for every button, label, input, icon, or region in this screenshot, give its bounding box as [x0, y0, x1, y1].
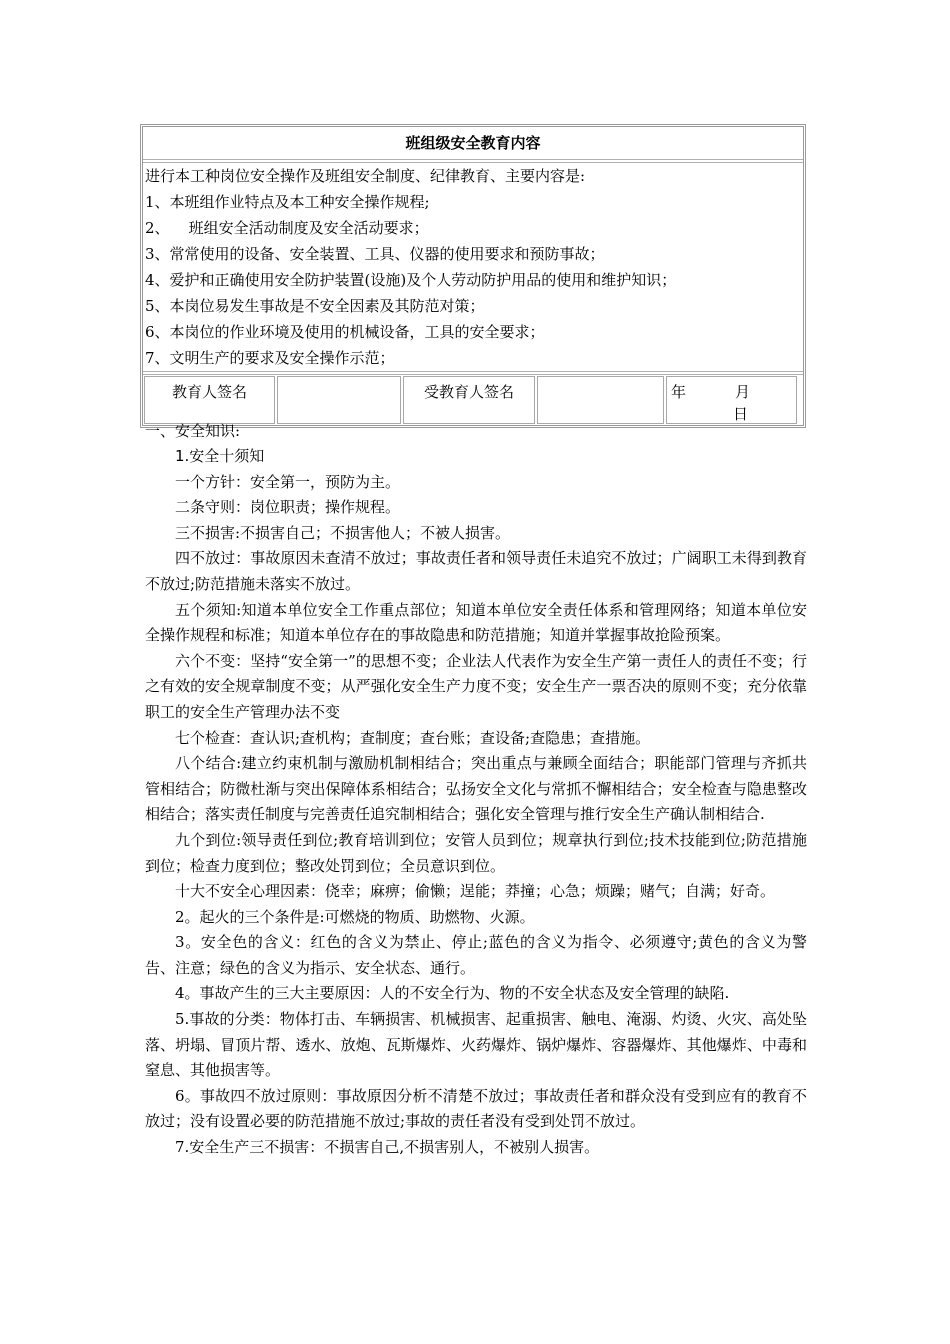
paragraph: 6。事故四不放过原则：事故原因分析不清楚不放过；事故责任者和群众没有受到应有的教育不放过；没有设置必要的防范措施不放过;事故的责任者没有受到处罚不放过。 [145, 1086, 807, 1131]
education-table [140, 124, 806, 428]
content-line: 进行本工种岗位安全操作及班组安全制度、纪律教育、主要内容是: [145, 167, 586, 185]
paragraph: 七个检查：查认识;查机构；查制度；查台账；查设备;查隐患；查措施。 [175, 728, 651, 747]
paragraph: 五个须知:知道本单位安全工作重点部位；知道本单位安全责任体系和管理网络；知道本单位安全操作规程和标准；知道本单位存在的事故隐患和防范措施；知道并掌握事故抢险预案。 [145, 600, 807, 645]
educator-label: 教育人签名 [144, 376, 275, 424]
trainee-signature-field[interactable] [537, 376, 664, 424]
table-title: 班组级安全教育内容 [143, 127, 803, 163]
safety-knowledge-section [145, 418, 807, 1161]
content-line: 6、本岗位的作业环境及使用的机械设备，工具的安全要求； [145, 323, 545, 341]
paragraph: 六个不变：坚持“安全第一”的思想不变；企业法人代表作为安全生产第一责任人的责任不变；行之有效的安全规章制度不变；从严强化安全生产力度不变；安全生产一票否决的原则不变；充分依靠职工的安全生产管理办法不变 [145, 651, 807, 721]
paragraph: 3。安全色的含义：红色的含义为禁止、停止;蓝色的含义为指令、必须遵守;黄色的含义为警告、注意；绿色的含义为指示、安全状态、通行。 [145, 933, 807, 977]
paragraph: 三不损害:不损害自己；不损害他人；不被人损害。 [175, 523, 511, 542]
content-line: 2、 班组安全活动制度及安全活动要求； [145, 219, 429, 237]
content-line: 5、本岗位易发生事故是不安全因素及其防范对策； [145, 297, 485, 315]
table-content [143, 163, 803, 375]
paragraph: 十大不安全心理因素：侥幸；麻痹；偷懒；逞能；莽撞；心急；烦躁；赌气；自满；好奇。 [175, 882, 776, 901]
paragraph: 二条守则：岗位职责；操作规程。 [175, 498, 401, 517]
section-heading: 一、安全知识: [145, 422, 241, 440]
date-day-label: 日 [733, 405, 749, 423]
paragraph: 九个到位:领导责任到位;教育培训到位；安管人员到位；规章执行到位;技术技能到位;防范措施到位；检查力度到位；整改处罚到位；全员意识到位。 [145, 830, 807, 875]
paragraph: 四不放过：事故原因未查清不放过；事故责任者和领导责任未追究不放过；广阔职工未得到教育不放过;防范措施未落实不放过。 [145, 549, 807, 593]
paragraph: 2。起火的三个条件是:可燃烧的物质、助燃物、火源。 [175, 907, 535, 926]
content-line: 7、文明生产的要求及安全操作示范； [145, 349, 395, 367]
paragraph: 一个方针：安全第一，预防为主。 [175, 472, 401, 491]
date-year-label: 年 [671, 383, 687, 401]
trainee-label: 受教育人签名 [403, 376, 535, 424]
educator-signature-field[interactable] [277, 376, 401, 424]
paragraph: 1.安全十须知 [175, 447, 265, 465]
paragraph: 5.事故的分类：物体打击、车辆损害、机械损害、起重损害、触电、淹溺、灼烫、火灾、高处坠落、坍塌、冒顶片帮、透水、放炮、瓦斯爆炸、火药爆炸、锅炉爆炸、容器爆炸、其他爆炸、中毒和窒息、其他损害等。 [145, 1010, 807, 1080]
content-line: 4、爱护和正确使用安全防护装置(设施)及个人劳动防护用品的使用和维护知识； [145, 271, 677, 289]
paragraph: 八个结合:建立约束机制与激励机制相结合；突出重点与兼顾全面结合；职能部门管理与齐抓共管相结合；防微杜渐与突出保障体系相结合；弘扬安全文化与常抓不懈相结合；安全检查与隐患整改相结合；落实责任制度与完善责任追究制相结合；强化安全管理与推行安全生产确认制相结合. [145, 754, 807, 824]
content-line: 3、常常使用的设备、安全装置、工具、仪器的使用要求和预防事故； [145, 245, 605, 263]
paragraph: 7.安全生产三不损害：不损害自己,不损害别人，不被别人损害。 [175, 1138, 600, 1157]
date-field[interactable] [666, 376, 797, 424]
date-month-label: 月 [735, 383, 751, 401]
content-line: 1、本班组作业特点及本工种安全操作规程; [145, 193, 430, 211]
paragraph: 4。事故产生的三大主要原因：人的不安全行为、物的不安全状态及安全管理的缺陷. [175, 984, 730, 1003]
